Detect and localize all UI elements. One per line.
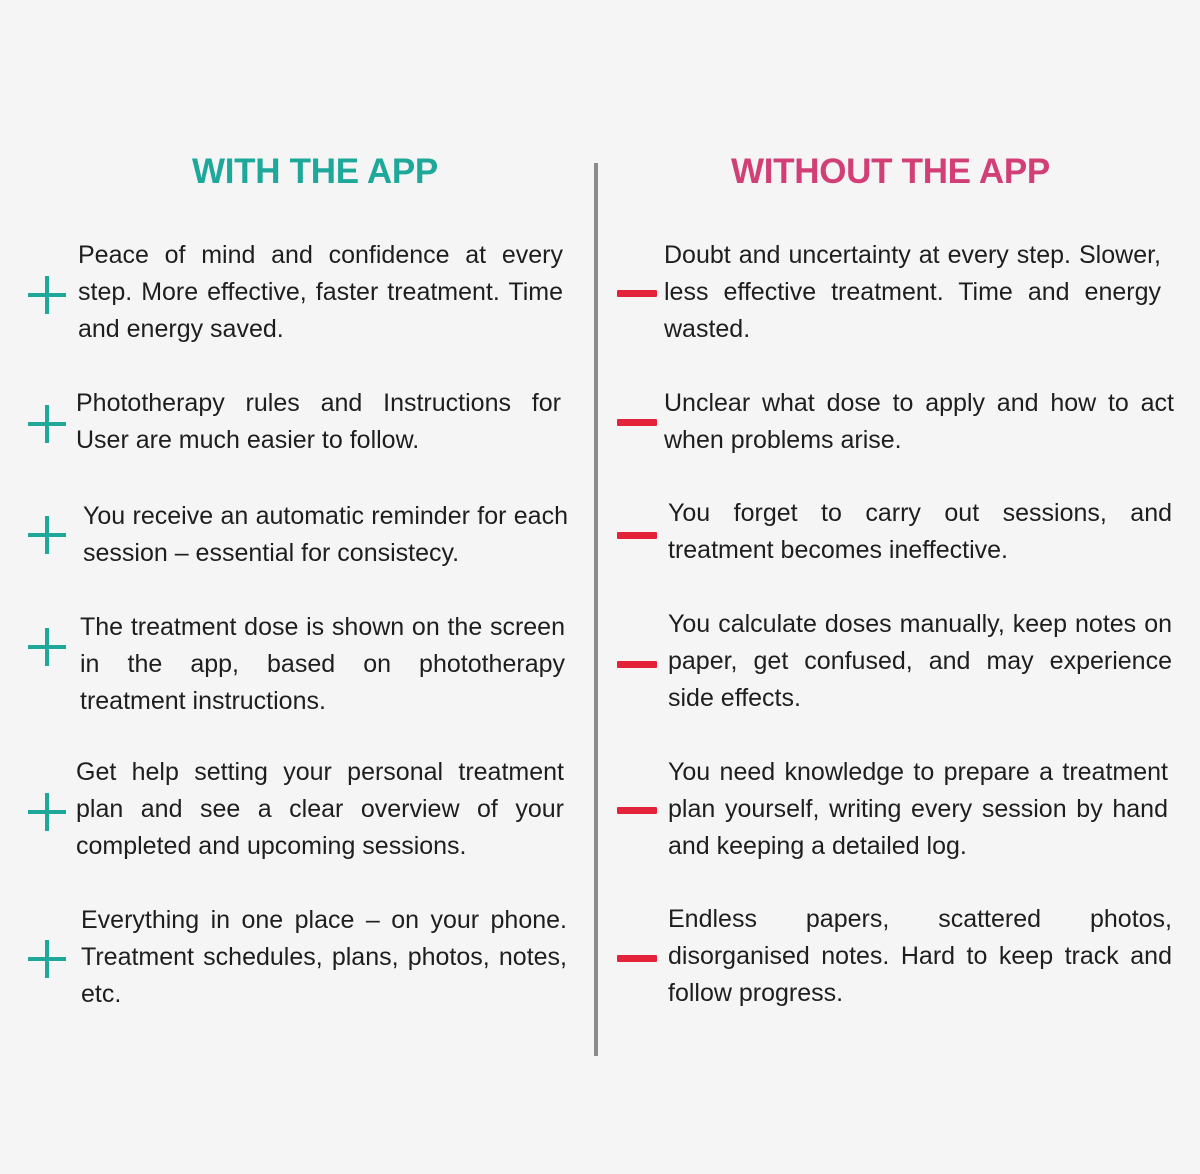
with-app-item: Peace of mind and confidence at every step. More effective, faster treatment. Time and energy saved. <box>78 241 563 343</box>
with-app-item: Phototherapy rules and Instructions for User are much easier to follow. <box>76 389 561 454</box>
plus-icon <box>28 516 66 554</box>
minus-icon <box>617 661 657 668</box>
without-app-item: You forget to carry out sessions, and treatment becomes ineffective. <box>668 499 1172 564</box>
without-app-item: Doubt and uncertainty at every step. Slower, less effective treatment. Time and energy wasted. <box>664 241 1161 343</box>
plus-icon <box>28 628 66 666</box>
without-app-heading: WITHOUT THE APP <box>731 152 1050 191</box>
minus-icon <box>617 419 657 426</box>
with-app-item: The treatment dose is shown on the screen in the app, based on phototherapy treatment instructions. <box>80 613 565 715</box>
without-app-item: You calculate doses manually, keep notes on paper, get confused, and may experience side effects. <box>668 610 1172 712</box>
minus-icon <box>617 807 657 814</box>
minus-icon <box>617 955 657 962</box>
plus-icon <box>28 793 66 831</box>
minus-icon <box>617 290 657 297</box>
with-app-heading: WITH THE APP <box>192 152 438 191</box>
plus-icon <box>28 405 66 443</box>
column-divider <box>594 163 598 1056</box>
minus-icon <box>617 532 657 539</box>
with-app-item: Everything in one place – on your phone. Treatment schedules, plans, photos, notes, etc. <box>81 906 567 1008</box>
without-app-item: Unclear what dose to apply and how to act when problems arise. <box>664 389 1174 454</box>
with-app-item: You receive an automatic reminder for each session – essential for consistecy. <box>83 502 568 567</box>
without-app-item: You need knowledge to prepare a treatment plan yourself, writing every session by hand and keeping a detailed log. <box>668 758 1168 860</box>
without-app-item: Endless papers, scattered photos, disorganised notes. Hard to keep track and follow progress. <box>668 905 1172 1007</box>
plus-icon <box>28 276 66 314</box>
with-app-item: Get help setting your personal treatment plan and see a clear overview of your completed and upcoming sessions. <box>76 758 564 860</box>
plus-icon <box>28 940 66 978</box>
